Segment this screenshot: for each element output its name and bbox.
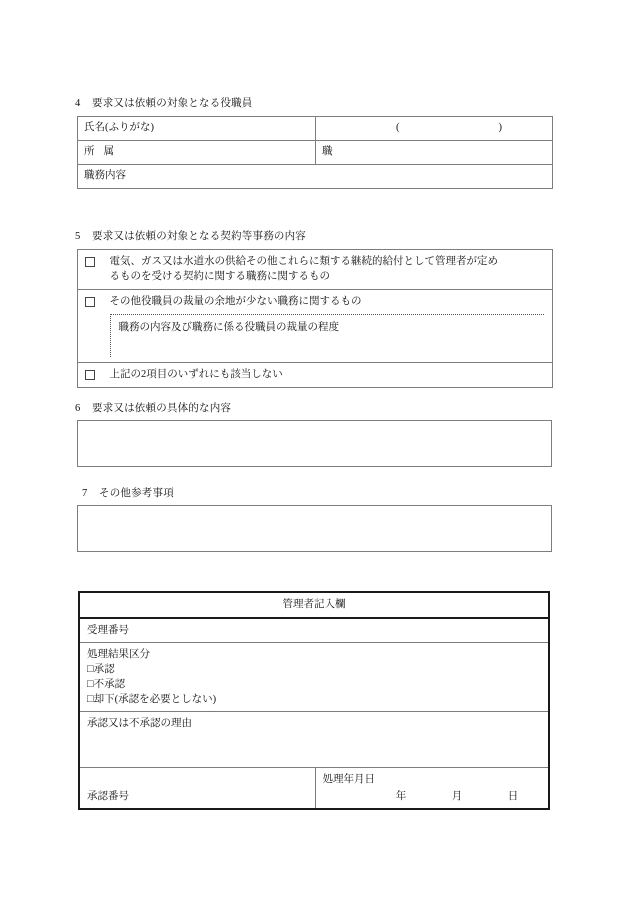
affiliation-label-char-2: 属	[103, 146, 114, 157]
checkbox-icon[interactable]: □	[87, 678, 94, 690]
target-officer-table	[77, 116, 553, 189]
option-3-checkbox-cell[interactable]	[78, 363, 102, 388]
date-month-unit: 月	[451, 791, 463, 802]
result-option-approved-label: 承認	[93, 664, 115, 675]
affiliation-label-cell	[78, 141, 316, 165]
affiliation-label-char-1: 所	[84, 146, 95, 157]
section-7-number: 7	[82, 488, 88, 499]
name-label-cell: 氏名(ふりがな)	[78, 117, 316, 141]
section-6-input-box[interactable]	[77, 420, 552, 467]
approval-number-cell[interactable]	[79, 768, 315, 810]
reason-label: 承認又は不承認の理由	[87, 718, 192, 729]
date-day-unit: 日	[507, 791, 519, 802]
furigana-open-paren: (	[396, 122, 400, 133]
furigana-input-cell[interactable]	[316, 117, 553, 141]
result-category-cell	[79, 643, 549, 712]
option-2-detail-label: 職務の内容及び職務に係る役職員の裁量の程度	[118, 322, 339, 333]
section-5-heading	[75, 230, 306, 244]
table-row	[79, 618, 549, 643]
section-5-title: 要求又は依頼の対象となる契約等事務の内容	[92, 231, 306, 242]
option-1-line-2: るものを受ける契約に関する職務に関するもの	[109, 271, 330, 282]
option-2-detail-box[interactable]	[110, 314, 545, 357]
option-2-checkbox-cell[interactable]	[78, 290, 102, 363]
result-option-approved[interactable]	[87, 662, 541, 677]
table-row	[78, 363, 553, 388]
section-4-number: 4	[75, 98, 81, 109]
option-3-text-cell	[102, 363, 553, 388]
option-3-line-1: 上記の2項目のいずれにも該当しない	[109, 369, 283, 380]
table-row	[79, 643, 549, 712]
table-row	[78, 250, 553, 290]
administrator-table-title: 管理者記入欄	[79, 592, 549, 618]
result-option-rejected[interactable]	[87, 692, 541, 707]
duty-description-cell[interactable]	[78, 165, 553, 189]
post-label-cell: 職	[316, 141, 553, 165]
receipt-number-cell[interactable]	[79, 618, 549, 643]
section-6-number: 6	[75, 403, 81, 414]
approval-number-label: 承認番号	[87, 791, 129, 802]
option-2-text-cell	[102, 290, 553, 363]
option-1-checkbox-cell[interactable]	[78, 250, 102, 290]
table-row	[79, 592, 549, 618]
contract-type-table	[77, 249, 553, 388]
section-7-input-box[interactable]	[77, 505, 552, 552]
section-5-number: 5	[75, 231, 81, 242]
section-6-title: 要求又は依頼の具体的な内容	[92, 403, 232, 414]
date-unit-row	[323, 789, 542, 804]
table-row	[79, 768, 549, 810]
receipt-number-label: 受理番号	[87, 625, 129, 636]
result-option-rejected-label: 却下(承認を必要としない)	[93, 694, 217, 705]
table-row	[78, 141, 553, 165]
section-4-title: 要求又は依頼の対象となる役職員	[92, 98, 253, 109]
result-option-disapproved[interactable]	[87, 677, 541, 692]
option-2-line-1: その他役職員の裁量の余地が少ない職務に関するもの	[109, 296, 362, 307]
checkbox-icon[interactable]	[85, 257, 95, 267]
furigana-close-paren: )	[498, 122, 502, 133]
administrator-entry-table	[78, 591, 550, 810]
section-7-heading	[82, 487, 174, 501]
checkbox-icon[interactable]	[85, 370, 95, 380]
option-1-line-1: 電気、ガス又は水道水の供給その他これらに類する継続的給付として管理者が定め	[109, 256, 498, 267]
processing-date-label: 処理年月日	[322, 774, 375, 785]
reason-cell[interactable]	[79, 712, 549, 768]
table-row	[78, 165, 553, 189]
table-row	[78, 290, 553, 363]
table-row	[79, 712, 549, 768]
table-row	[78, 117, 553, 141]
checkbox-icon[interactable]	[85, 297, 95, 307]
section-4-heading	[75, 97, 253, 111]
duty-label: 職務内容	[84, 170, 126, 181]
checkbox-icon[interactable]: □	[87, 663, 94, 675]
checkbox-icon[interactable]: □	[87, 693, 94, 705]
section-6-heading	[75, 402, 231, 416]
date-year-unit: 年	[395, 791, 407, 802]
option-1-text-cell	[102, 250, 553, 290]
result-option-disapproved-label: 不承認	[93, 679, 126, 690]
section-7-title: その他参考事項	[99, 488, 174, 499]
processing-date-cell[interactable]	[315, 768, 549, 810]
result-category-label: 処理結果区分	[87, 649, 150, 660]
